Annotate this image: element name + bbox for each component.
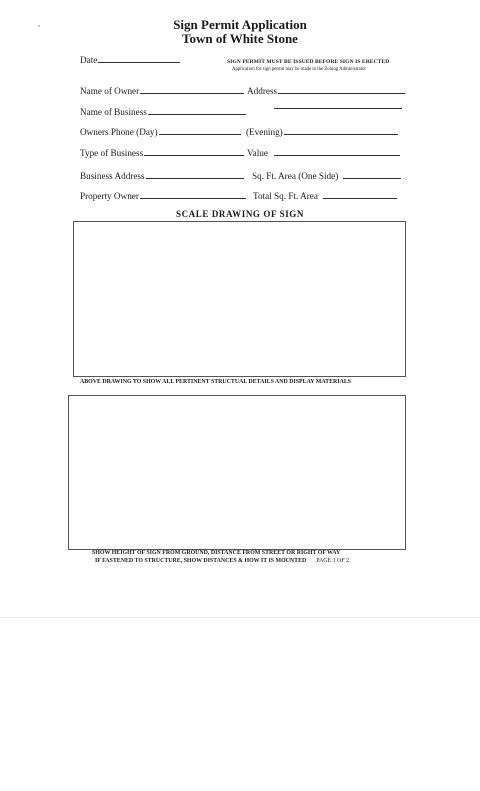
mounting-caption-text: IF FASTENED TO STRUCTURE, SHOW DISTANCES & HOW IT IS MOUNTED	[95, 558, 307, 564]
mounting-caption	[95, 558, 349, 564]
business-address-label: Business Address	[80, 171, 145, 181]
evening-phone-line[interactable]	[284, 133, 398, 135]
property-owner-label: Property Owner	[80, 191, 139, 201]
page-number: PAGE 1 OF 2	[316, 558, 349, 564]
form-title: Sign Permit Application	[173, 17, 307, 32]
business-address-line[interactable]	[146, 177, 244, 179]
address-line-2-field	[273, 107, 402, 111]
value-line[interactable]	[274, 154, 400, 156]
evening-phone-label: (Evening)	[246, 127, 283, 137]
scale-drawing-box[interactable]	[73, 221, 406, 377]
mounting-drawing-box[interactable]	[68, 395, 406, 550]
date-line[interactable]	[98, 61, 180, 63]
type-of-business-label: Type of Business	[80, 148, 144, 158]
property-owner-line[interactable]	[140, 197, 246, 199]
total-sq-ft-area-field	[253, 191, 397, 201]
permit-subnotice: Application for sign permit may be made to the Zoning Administrator	[232, 67, 367, 72]
name-of-owner-field	[80, 86, 244, 96]
drawing-details-caption: ABOVE DRAWING TO SHOW ALL PERTINENT STRUCTUAL DETAILS AND DISPLAY MATERIALS	[80, 379, 352, 385]
business-address-field	[80, 171, 244, 181]
value-label: Value	[247, 148, 268, 158]
scale-drawing-heading: SCALE DRAWING OF SIGN	[175, 209, 305, 219]
owners-phone-day-label: Owners Phone (Day)	[80, 127, 158, 137]
date-field	[80, 55, 180, 65]
name-of-business-label: Name of Business	[80, 107, 147, 117]
value-field	[247, 148, 400, 158]
sq-ft-area-label: Sq. Ft. Area (One Side)	[252, 171, 339, 181]
total-sq-ft-area-label: Total Sq. Ft. Area	[253, 191, 318, 201]
property-owner-field	[80, 191, 246, 201]
address-field	[247, 86, 405, 96]
page-bottom-edge	[0, 617, 480, 618]
type-of-business-line[interactable]	[144, 154, 244, 156]
name-of-business-line[interactable]	[148, 113, 246, 115]
sq-ft-area-field	[252, 171, 401, 181]
evening-phone-field	[246, 127, 398, 137]
permit-notice: SIGN PERMIT MUST BE ISSUED BEFORE SIGN IS ERECTED	[227, 59, 390, 65]
owners-phone-day-line[interactable]	[159, 133, 241, 135]
form-subtitle: Town of White Stone	[182, 31, 298, 46]
sq-ft-area-line[interactable]	[343, 177, 401, 179]
address-line-2[interactable]	[274, 107, 402, 109]
total-sq-ft-area-line[interactable]	[323, 197, 397, 199]
type-of-business-field	[80, 148, 244, 158]
date-label: Date	[80, 55, 98, 65]
owners-phone-day-field	[80, 127, 241, 137]
address-line[interactable]	[278, 92, 405, 94]
name-of-owner-label: Name of Owner	[80, 86, 140, 96]
name-of-business-field	[80, 107, 246, 117]
name-of-owner-line[interactable]	[140, 92, 244, 94]
address-label: Address	[247, 86, 278, 96]
height-distance-caption: SHOW HEIGHT OF SIGN FROM GROUND, DISTANCE FROM STREET OR RIGHT OF WAY	[92, 550, 341, 556]
